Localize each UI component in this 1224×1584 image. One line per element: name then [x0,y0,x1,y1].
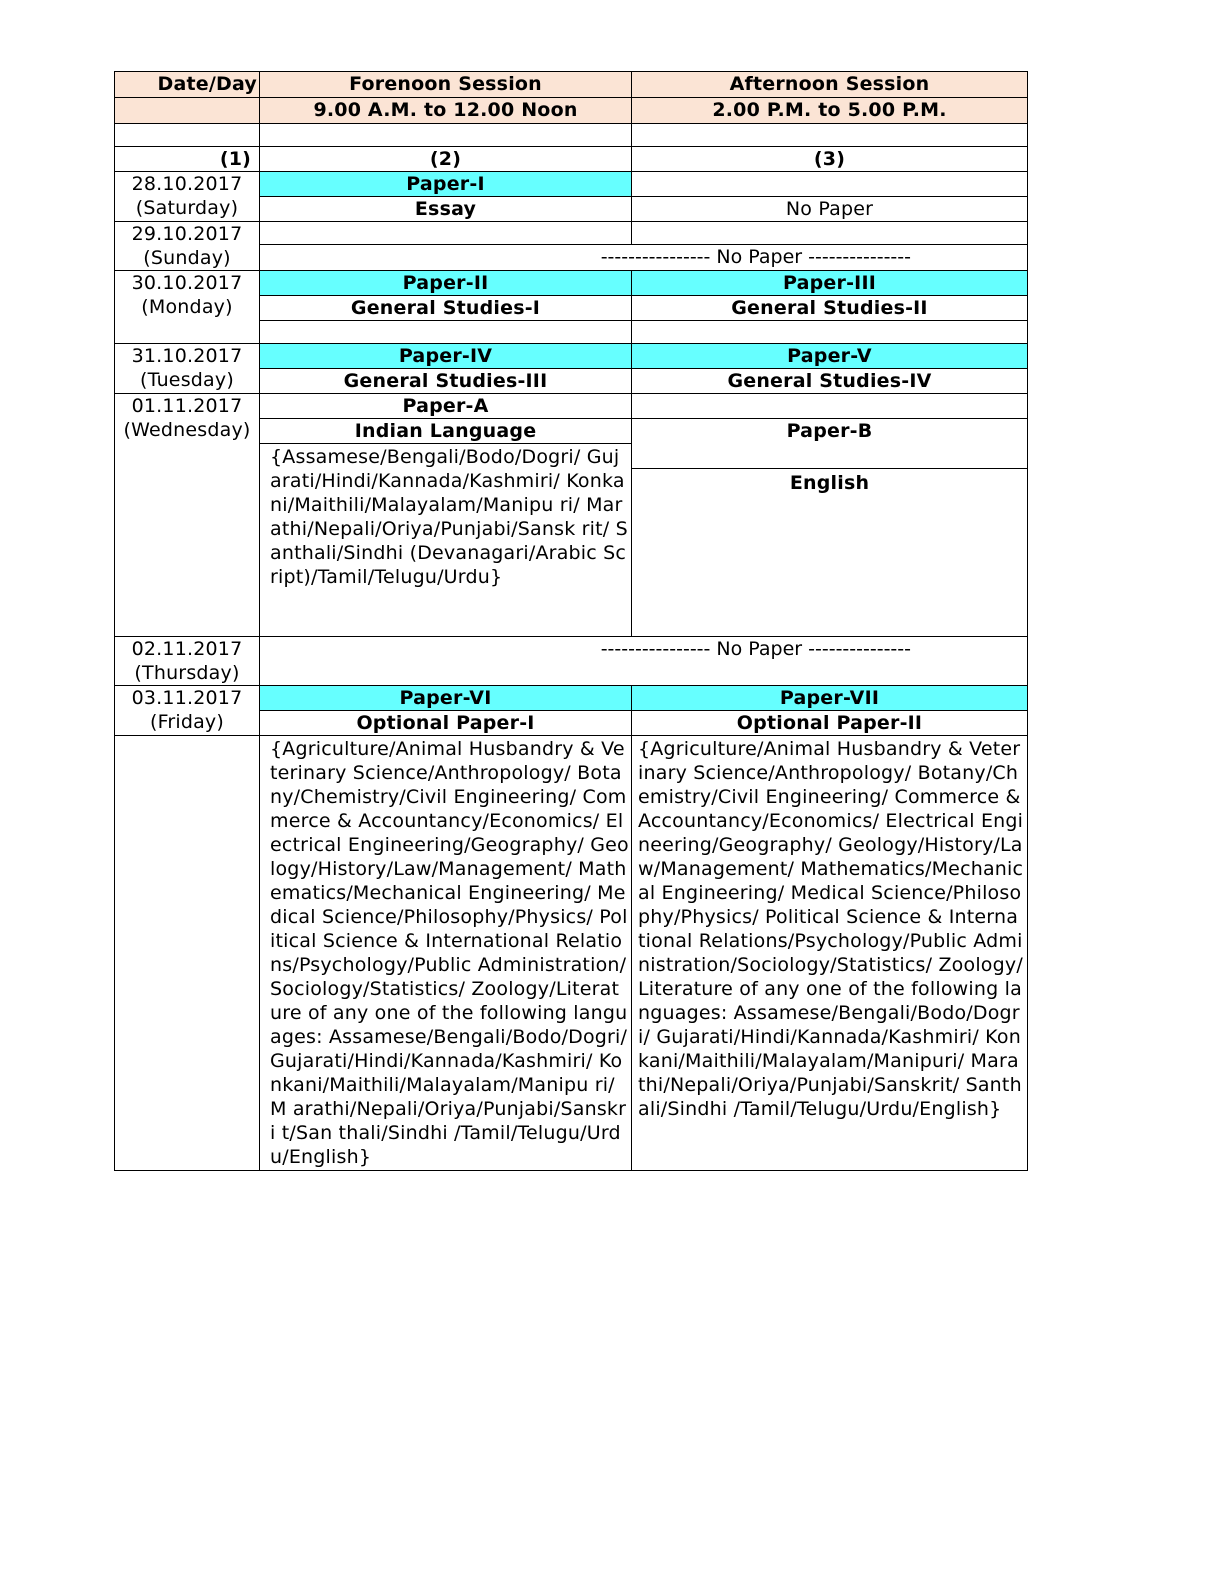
header-time-row [115,98,1028,124]
date-cell [115,394,260,637]
forenoon-subject: Essay [260,197,632,222]
date: 03.11.2017 [131,687,243,709]
header-blank [115,98,260,124]
date-cell [115,686,260,736]
date-cell [115,344,260,394]
schedule-table [114,71,1028,1171]
table-row [115,172,1028,197]
day: (Friday) [149,711,224,733]
table-row [115,394,1028,419]
forenoon-subject: Optional Paper-I [260,711,632,736]
header-row [115,72,1028,98]
afternoon-time: 2.00 P.M. to 5.00 P.M. [632,98,1028,124]
forenoon-paper: Paper-A [260,394,632,419]
no-paper-note: ---------------- No Paper --------------- [260,637,1028,686]
column-number-1: (1) [115,147,260,172]
afternoon-paper: Paper-III [632,271,1028,296]
afternoon-paper: Paper-V [632,344,1028,369]
forenoon-paper: Paper-I [260,172,632,197]
optional-subject-list-2: {Agriculture/Animal Husbandry & Veterinary Science/Anthropology/ Botany/Chemistry/Civil Engineering/ Commerce & Accountancy/Economics/ Electrical Engineering/Geography/ Geology/History/Law/Management/ Mathematics/Mechanical Engineering/ Medical Science/Philosophy/Physics/ Political Science & International Relations/Psychology/Public Administration/Sociology/Statistics/ Zoology/Literature of any one of the following languages: Assamese/Bengali/Bodo/Dogri/ Gujarati/Hindi/Kannada/Kashmiri/ Konkani/Maithili/Malayalam/Manipuri/ Mara thi/Nepali/Oriya/Punjabi/Sanskrit/ Santhali/Sindhi /Tamil/Telugu/Urdu/English} [632,736,1028,1171]
day: (Sunday) [143,247,231,269]
date-cell [115,222,260,271]
day: (Monday) [141,296,233,318]
afternoon-subject: English [632,469,1028,637]
table-row [115,637,1028,686]
forenoon-subject: General Studies-I [260,296,632,321]
column-number-3: (3) [632,147,1028,172]
header-afternoon: Afternoon Session [632,72,1028,98]
forenoon-subject: Indian Language [260,419,632,444]
table-row [115,222,1028,245]
optional-subject-list-1: {Agriculture/Animal Husbandry & Veterinary Science/Anthropology/ Botany/Chemistry/Civil Engineering/ Commerce & Accountancy/Economics/ Electrical Engineering/Geography/ Geology/History/Law/Management/ Mathematics/Mechanical Engineering/ Medical Science/Philosophy/Physics/ Political Science & International Relations/Psychology/Public Administration/Sociology/Statistics/ Zoology/Literature of any one of the following languages: Assamese/Bengali/Bodo/Dogri/ Gujarati/Hindi/Kannada/Kashmiri/ Konkani/Maithili/Malayalam/Manipu ri/M arathi/Nepali/Oriya/Punjabi/Sanskri t/San thali/Sindhi /Tamil/Telugu/Urdu/English} [260,736,632,1171]
afternoon-paper: Paper-VII [632,686,1028,711]
forenoon-paper: Paper-VI [260,686,632,711]
day: (Thursday) [134,662,240,684]
date-cell [115,271,260,344]
afternoon-subject: General Studies-IV [632,369,1028,394]
column-number-row [115,147,1028,172]
forenoon-paper: Paper-II [260,271,632,296]
date-cell [115,637,260,686]
date: 28.10.2017 [131,173,243,195]
no-paper-note: ---------------- No Paper --------------- [260,245,1028,271]
date-cell [115,172,260,222]
date: 01.11.2017 [131,395,243,417]
afternoon-subject: No Paper [632,197,1028,222]
day: (Saturday) [135,197,239,219]
forenoon-subject: General Studies-III [260,369,632,394]
date: 31.10.2017 [131,345,243,367]
forenoon-time: 9.00 A.M. to 12.00 Noon [260,98,632,124]
date: 02.11.2017 [131,638,243,660]
table-row [115,271,1028,296]
spacer-row [115,124,1028,147]
exam-schedule [114,71,1027,1171]
column-number-2: (2) [260,147,632,172]
language-list: {Assamese/Bengali/Bodo/Dogri/ Gujarati/Hindi/Kannada/Kashmiri/ Konkani/Maithili/Malayalam/Manipu ri/ Marathi/Nepali/Oriya/Punjabi/Sansk rit/ Santhali/Sindhi (Devanagari/Arabic Script)/Tamil/Telugu/Urdu} [260,444,632,637]
header-date-day: Date/Day [115,72,260,98]
afternoon-subject: Optional Paper-II [632,711,1028,736]
day: (Tuesday) [140,369,234,391]
forenoon-paper: Paper-IV [260,344,632,369]
day: (Wednesday) [123,419,251,441]
afternoon-paper: Paper-B [632,419,1028,469]
table-row [115,686,1028,711]
date: 29.10.2017 [131,223,243,245]
header-forenoon: Forenoon Session [260,72,632,98]
afternoon-subject: General Studies-II [632,296,1028,321]
table-row [115,736,1028,1171]
table-row [115,344,1028,369]
date: 30.10.2017 [131,272,243,294]
